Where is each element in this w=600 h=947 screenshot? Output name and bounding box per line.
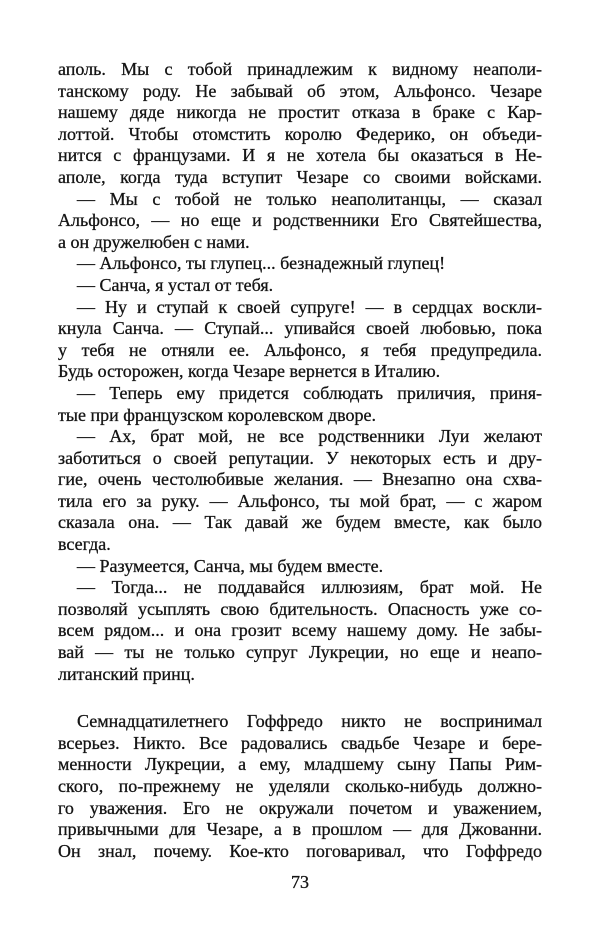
text-line: привычными для Чезаре, а в прошлом — для Джованни.: [58, 819, 542, 840]
text-line: го уважения. Его не окружали почетом и уважением,: [58, 797, 542, 818]
text-line: менности Лукреции, а ему, младшему сыну Папы Рим-: [58, 754, 542, 775]
text-line: нашему дяде никогда не простит отказа в браке с Кар-: [58, 102, 542, 123]
paragraph: [58, 59, 542, 189]
text-line: аполе, когда туда вступит Чезаре со своими войсками.: [58, 166, 542, 187]
text-line: литанский принц.: [58, 663, 195, 684]
page-number: 73: [291, 872, 309, 892]
text-line: Альфонсо, — но еще и родственники Его Святейшества,: [58, 210, 542, 231]
text-line: сказала она. — Так давай же будем вместе, как было: [58, 512, 542, 533]
text-line: нится с французами. И я не хотела бы оказаться в Не-: [58, 145, 542, 166]
text-line: аполь. Мы с тобой принадлежим к видному неаполи-: [58, 59, 542, 79]
text-line: Семнадцатилетнего Гоффредо никто не воспринимал: [77, 711, 542, 732]
text-line: — Разумеется, Санча, мы будем вместе.: [77, 555, 384, 576]
page-body: [58, 59, 542, 862]
text-line: танскому роду. Не забывай об этом, Альфонсо. Чезаре: [58, 80, 542, 101]
text-line: — Теперь ему придется соблюдать приличия, приня-: [77, 382, 542, 403]
text-line: всерьез. Никто. Все радовались свадьбе Чезаре и бере-: [58, 732, 542, 753]
section-break: [58, 685, 542, 711]
text-line: кнула Санча. — Ступай... упивайся своей любовью, пока: [58, 318, 542, 339]
paragraph: [58, 383, 542, 426]
paragraph: [58, 297, 542, 383]
text-line: заботиться о своей репутации. У некоторых есть и дру-: [58, 447, 542, 468]
text-line: у тебя не отняли ее. Альфонсо, я тебя предупредила.: [58, 339, 542, 360]
paragraph: [58, 711, 542, 862]
paragraph: [58, 556, 542, 578]
text-line: всем рядом... и она грозит всему нашему дому. Не забы-: [58, 620, 542, 641]
text-line: — Ну и ступай к своей супруге! — в сердцах воскли-: [77, 296, 542, 317]
text-line: Он знал, почему. Кое-кто поговаривал, что Гоффредо: [58, 840, 542, 861]
text-line: — Альфонсо, ты глупец... безнадежный глупец!: [77, 253, 446, 274]
text-line: тила его за руку. — Альфонсо, ты мой брат, — с жаром: [58, 490, 542, 511]
text-line: позволяй усыплять свою бдительность. Опасность уже со-: [58, 598, 542, 619]
text-line: ского, по-прежнему не уделяли сколько-нибудь должно-: [58, 776, 542, 796]
text-line: Будь осторожен, когда Чезаре вернется в Италию.: [58, 361, 441, 382]
text-line: всегда.: [58, 534, 111, 555]
paragraph: [58, 275, 542, 297]
text-line: а он дружелюбен с нами.: [58, 231, 250, 252]
text-line: вай — ты не только супруг Лукреции, но еще и неапо-: [58, 642, 542, 663]
text-line: — Санча, я устал от тебя.: [77, 274, 274, 295]
paragraph: [58, 189, 542, 254]
text-line: лоттой. Чтобы отомстить королю Федерико, он объеди-: [58, 123, 542, 144]
text-line: тые при французском королевском дворе.: [58, 404, 376, 425]
text-line: — Ах, брат мой, не все родственники Луи желают: [77, 426, 542, 447]
text-line: — Тогда... не поддавайся иллюзиям, брат мой. Не: [77, 577, 542, 598]
paragraph: [58, 253, 542, 275]
text-line: — Мы с тобой не только неаполитанцы, — сказал: [77, 188, 542, 209]
paragraph: [58, 577, 542, 685]
paragraph: [58, 426, 542, 556]
text-line: гие, очень честолюбивые желания. — Внезапно она схва-: [58, 469, 542, 490]
